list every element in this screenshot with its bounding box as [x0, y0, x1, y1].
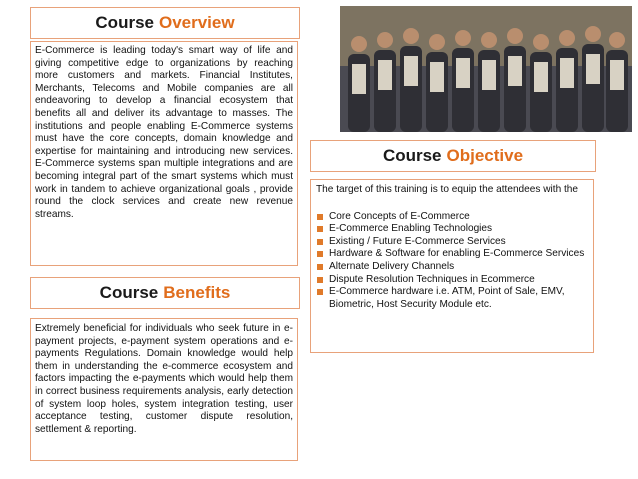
overview-title-word: Course [95, 13, 154, 32]
overview-title-accent: Overview [158, 13, 235, 32]
objective-title-word: Course [382, 146, 442, 165]
objective-item: Existing / Future E-Commerce Services [316, 236, 588, 249]
benefits-title-accent: Benefits [163, 283, 231, 302]
bullet-icon [317, 214, 323, 220]
objective-title-accent: Objective [446, 146, 524, 165]
overview-title [30, 7, 300, 39]
objective-title [310, 140, 596, 172]
objective-item: Hardware & Software for enabling E-Commerce Services [316, 248, 588, 261]
bullet-icon [317, 277, 323, 283]
benefits-title-word: Course [99, 283, 159, 302]
group-photo-figures [340, 6, 632, 132]
benefits-title [30, 277, 300, 309]
objective-item: E-Commerce Enabling Technologies [316, 223, 588, 236]
benefits-text-box [30, 318, 298, 461]
bullet-icon [317, 226, 323, 232]
objective-item: E-Commerce hardware i.e. ATM, Point of Sale, EMV, Biometric, Host Security Module etc. [316, 286, 588, 311]
bullet-icon [317, 264, 323, 270]
objective-item: Core Concepts of E-Commerce [316, 211, 588, 224]
objective-intro: The target of this training is to equip the attendees with the [316, 184, 579, 195]
objective-item: Alternate Delivery Channels [316, 261, 588, 274]
objective-text-box [310, 179, 594, 353]
benefits-text: Extremely beneficial for individuals who seek future in e-payment projects, e-payment system operations and e-payments Regulations. Domain knowledge would help them in understanding the e-commerce ecosystem and factors impacting the e-payments which would help them in correct business requirements analysis, early detection of system loop holes, system integration testing, user acceptance testing, customer dispute resolution, settlement & reporting. [35, 323, 293, 435]
bullet-icon [317, 289, 323, 295]
overview-text-box [30, 41, 298, 266]
objective-list [316, 211, 588, 312]
objective-item: Dispute Resolution Techniques in Ecommerce [316, 274, 588, 287]
bullet-icon [317, 239, 323, 245]
overview-text: E-Commerce is leading today's smart way of life and giving competitive edge to organizations by reaching more customers and markets. Financial Institutes, Merchants, Telecoms and Mobile companies are all endeavoring to develop a financial ecosystem that benefits all and deliver its advantage to masses. The institutions and people enabling E-Commerce systems must have the core concepts, domain knowledge and expertise for maintaining and introducing new services. E-Commerce systems span multiple integrations and are becoming integral part of the smart systems which must work in tandem to achieve organizational goals , provide round the clock services and create new revenue streams. [35, 45, 293, 220]
bullet-icon [317, 251, 323, 257]
group-photo [340, 6, 632, 132]
